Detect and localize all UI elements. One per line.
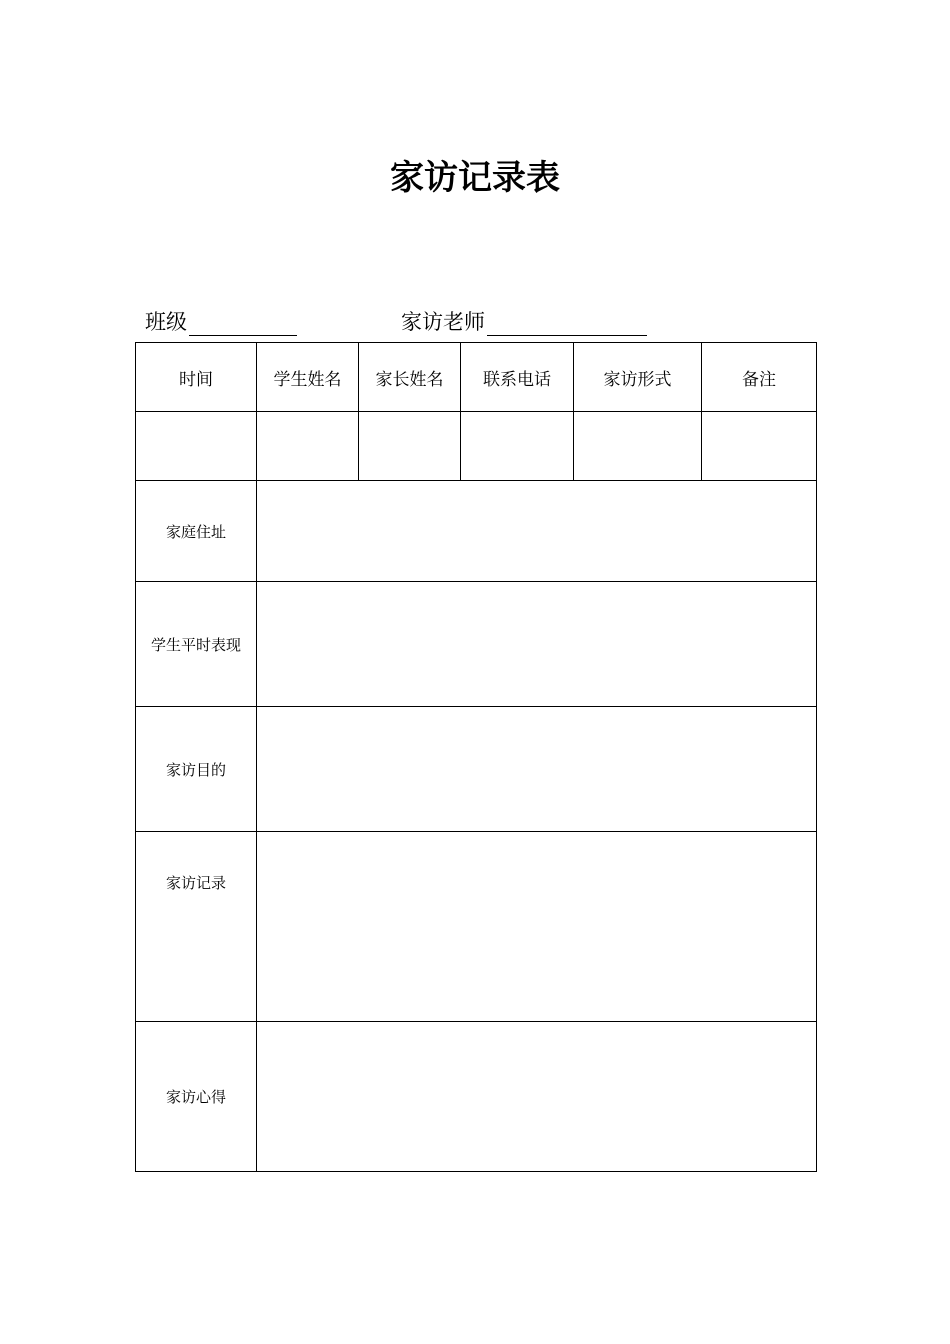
performance-row — [136, 582, 817, 707]
performance-cell[interactable] — [257, 582, 817, 707]
insight-cell[interactable] — [257, 1022, 817, 1172]
class-field — [145, 302, 297, 336]
header-phone: 联系电话 — [461, 343, 574, 412]
record-cell[interactable] — [257, 832, 817, 1022]
address-row — [136, 481, 817, 582]
entry-row — [136, 412, 817, 481]
cell-phone[interactable] — [461, 412, 574, 481]
record-row — [136, 832, 817, 1022]
header-remarks: 备注 — [702, 343, 817, 412]
teacher-field — [401, 302, 647, 336]
address-cell[interactable] — [257, 481, 817, 582]
header-parent-name: 家长姓名 — [359, 343, 461, 412]
cell-visit-form[interactable] — [574, 412, 702, 481]
insight-label: 家访心得 — [136, 1022, 257, 1172]
cell-time[interactable] — [136, 412, 257, 481]
header-visit-form: 家访形式 — [574, 343, 702, 412]
header-student-name: 学生姓名 — [257, 343, 359, 412]
page-title: 家访记录表 — [390, 158, 560, 198]
purpose-cell[interactable] — [257, 707, 817, 832]
visit-record-table — [135, 342, 817, 1172]
insight-row — [136, 1022, 817, 1172]
cell-parent-name[interactable] — [359, 412, 461, 481]
performance-label: 学生平时表现 — [136, 582, 257, 707]
class-blank-line[interactable] — [189, 309, 297, 336]
header-time: 时间 — [136, 343, 257, 412]
purpose-row — [136, 707, 817, 832]
header-row — [136, 343, 817, 412]
address-label: 家庭住址 — [136, 481, 257, 582]
record-label: 家访记录 — [136, 832, 257, 1022]
teacher-label: 家访老师 — [401, 310, 485, 334]
purpose-label: 家访目的 — [136, 707, 257, 832]
teacher-blank-line[interactable] — [487, 309, 647, 336]
cell-student-name[interactable] — [257, 412, 359, 481]
cell-remarks[interactable] — [702, 412, 817, 481]
class-label: 班级 — [145, 310, 187, 334]
